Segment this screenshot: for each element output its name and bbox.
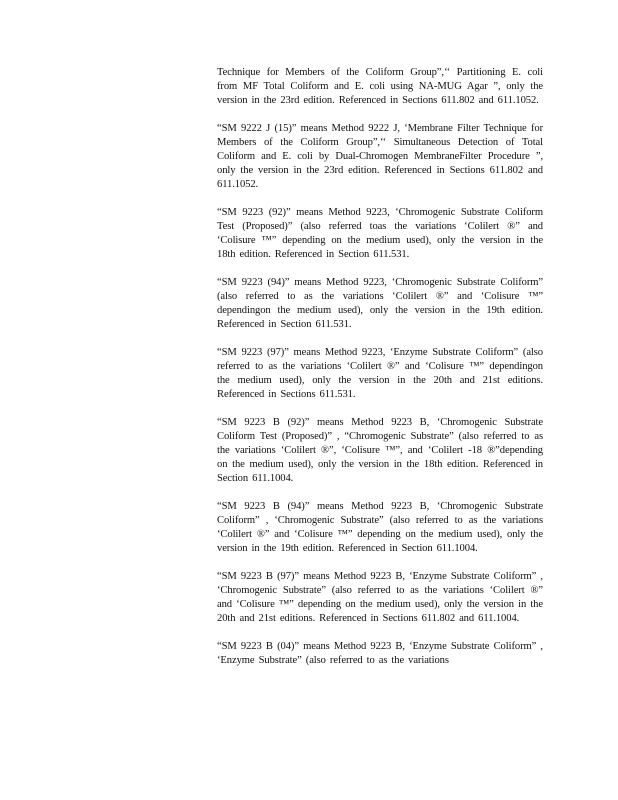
paragraph-sm-9223-b-04: “SM 9223 B (04)” means Method 9223 B, ‘Enzyme Substrate Coliform” , ‘Enzyme Substrate” (also referred to as the variations [217, 641, 543, 666]
paragraph-sm-9223-92: “SM 9223 (92)” means Method 9223, ‘Chromogenic Substrate Coliform Test (Proposed)” (also referred toas the variations ‘Colilert ®” and ‘Colisure ™” depending on the medium used), only the version in the 18th edition. Referenced in Section 611.531. [217, 207, 543, 260]
paragraph-sm-9223-97: “SM 9223 (97)” means Method 9223, ‘Enzyme Substrate Coliform” (also referred to as the variations ‘Colilert ®” and ‘Colisure ™” dependingon the medium used), only the version in the 20th and 21st editions. Referenced in Sections 611.531. [217, 347, 543, 400]
document-body [217, 66, 543, 668]
paragraph-sm-9223-b-97: “SM 9223 B (97)” means Method 9223 B, ‘Enzyme Substrate Coliform” , ‘Chromogenic Substrate” (also referred to as the variations ‘Colilert ®” and ‘Colisure ™” depending on the medium used), only the version in the 20th and 21st editions. Referenced in Sections 611.802 and 611.1004. [217, 571, 543, 624]
paragraph-sm-9222-j-15: “SM 9222 J (15)” means Method 9222 J, ‘Membrane Filter Technique for Members of the Coliform Group”,‘‘ Simultaneous Detection of Total Coliform and E. coli by Dual-Chromogen MembraneFilter Procedure ”, only the version in the 23rd edition. Referenced in Sections 611.802 and 611.1052. [217, 123, 543, 190]
paragraph-sm-9223-b-94: “SM 9223 B (94)” means Method 9223 B, ‘Chromogenic Substrate Coliform” , ‘Chromogenic Substrate” (also referred to as the variations ‘Colilert ®” and ‘Colisure ™” depending on the medium used), only the version in the 19th edition. Referenced in Section 611.1004. [217, 501, 543, 554]
paragraph-sm-9223-94: “SM 9223 (94)” means Method 9223, ‘Chromogenic Substrate Coliform” (also referred to as the variations ‘Colilert ®” and ‘Colisure ™” dependingon the medium used), only the version in the 19th edition. Referenced in Section 611.531. [217, 277, 543, 330]
paragraph-sm-9222-continued: Technique for Members of the Coliform Group”,‘‘ Partitioning E. coli from MF Total Coliform and E. coli using NA-MUG Agar ”, only the version in the 23rd edition. Referenced in Sections 611.802 and 611.1052. [217, 67, 543, 106]
paragraph-sm-9223-b-92: “SM 9223 B (92)” means Method 9223 B, ‘Chromogenic Substrate Coliform Test (Proposed)” , “Chromogenic Substrate” (also referred to as the variations ‘Colilert ®”, ‘Colisure ™”, and ‘Colilert -18 ®”depending on the medium used), only the version in the 18th edition. Referenced in Section 611.1004. [217, 417, 543, 484]
